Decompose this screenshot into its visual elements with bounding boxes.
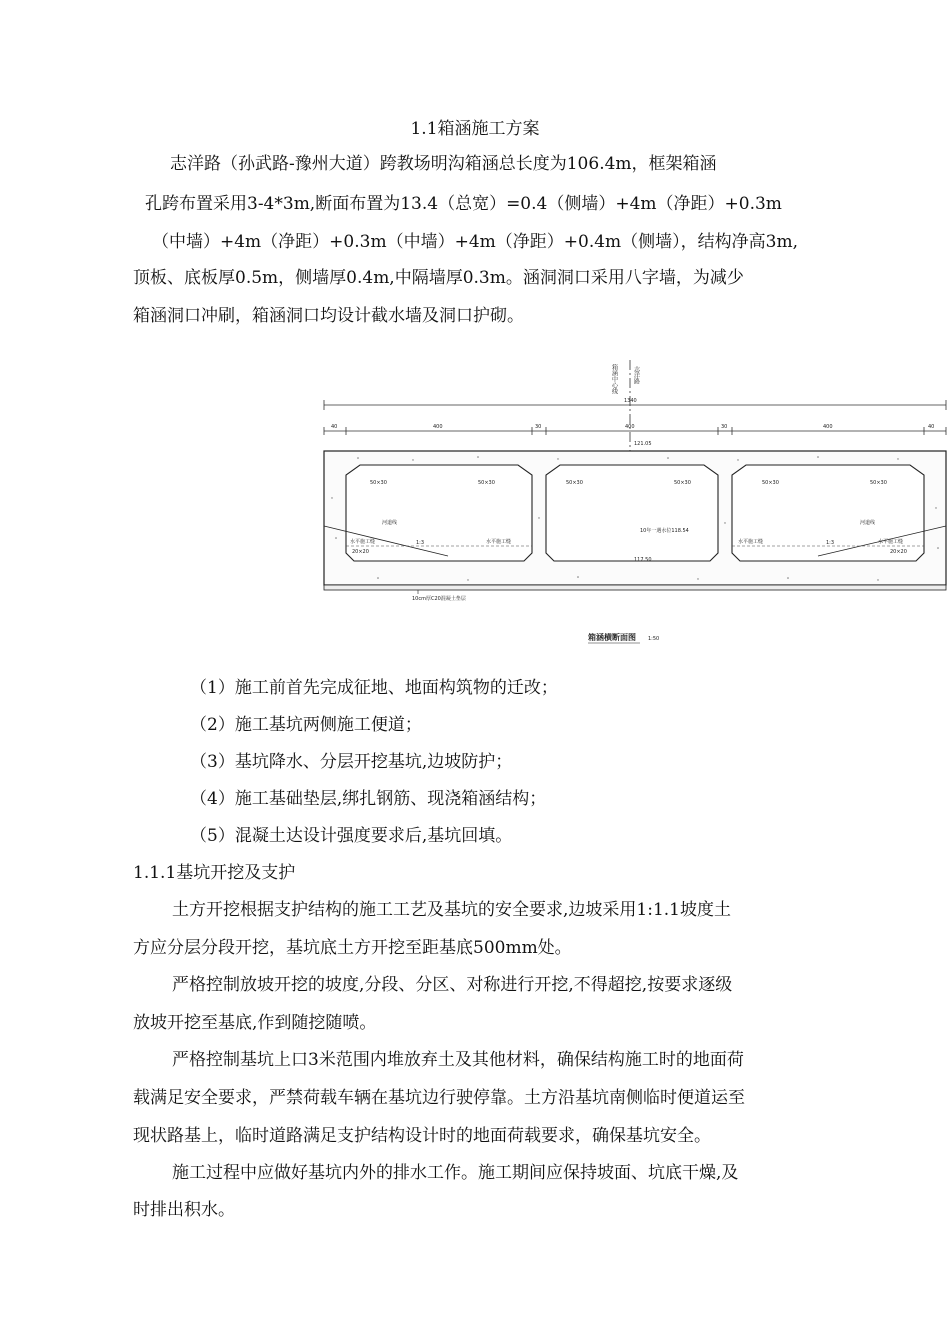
chamfer-label-6: 50×30 <box>870 480 887 486</box>
chamfer-label-4: 50×30 <box>674 480 691 486</box>
body-line-8: 施工过程中应做好基坑内外的排水工作。施工期间应保持坡面、坑底干燥,及 <box>172 1163 739 1183</box>
dim-span-right: 400 <box>823 424 833 430</box>
intro-line-5: 箱涵洞口冲刷，箱涵洞口均设计截水墙及洞口护砌。 <box>133 306 524 326</box>
body-line-9: 时排出积水。 <box>133 1200 235 1220</box>
total-width-label: 1340 <box>624 398 637 404</box>
chamfer-label-3: 50×30 <box>566 480 583 486</box>
joint-label-3: 水平施工缝 <box>738 539 764 545</box>
riverbed-label-right: 河道线 <box>860 520 876 526</box>
step-4: （4）施工基础垫层,绑扎钢筋、现浇箱涵结构； <box>190 789 547 809</box>
cushion-label: 10cm厚C20混凝土垫层 <box>412 596 466 602</box>
dim-side-wall-right: 40 <box>928 424 935 430</box>
intro-line-2: 孔跨布置采用3-4*3m,断面布置为13.4（总宽）=0.4（侧墙）+4m（净距）+0.3m <box>145 194 782 214</box>
chamfer-label-2: 50×30 <box>478 480 495 486</box>
figure-scale: 1:50 <box>648 636 660 642</box>
riverbed-label-left: 河道线 <box>382 520 398 526</box>
joint-label-2: 水平施工缝 <box>486 539 512 545</box>
cushion-layer <box>324 585 946 590</box>
dim-mid-wall-left: 30 <box>535 424 542 430</box>
body-line-4: 放坡开挖至基底,作到随挖随喷。 <box>133 1013 377 1033</box>
intro-line-1: 志洋路（孙武路-豫州大道）跨教场明沟箱涵总长度为106.4m，框架箱涵 <box>170 154 717 174</box>
cross-section-drawing <box>318 348 950 648</box>
slope-label-left: 1:3 <box>416 540 425 546</box>
step-5: （5）混凝土达设计强度要求后,基坑回填。 <box>190 826 513 846</box>
water-level-label: 10年一遇水位118.54 <box>640 528 689 534</box>
body-line-6: 载满足安全要求，严禁荷载车辆在基坑边行驶停靠。土方沿基坑南侧临时便道运至 <box>133 1088 745 1108</box>
step-3: （3）基坑降水、分层开挖基坑,边坡防护； <box>190 752 513 772</box>
intro-line-3: （中墙）+4m（净距）+0.3m（中墙）+4m（净距）+0.4m（侧墙），结构净高3m, <box>152 232 798 252</box>
body-line-5: 严格控制基坑上口3米范围内堆放弃土及其他材料，确保结构施工时的地面荷 <box>172 1050 744 1070</box>
joint-label-1: 水平施工缝 <box>350 539 376 545</box>
centerline-label: 箱涵中心线 <box>610 364 618 394</box>
body-line-7: 现状路基上，临时道路满足支护结构设计时的地面荷载要求，确保基坑安全。 <box>133 1126 711 1146</box>
intro-line-4: 顶板、底板厚0.5m，侧墙厚0.4m,中隔墙厚0.3m。涵洞洞口采用八字墙，为减少 <box>133 268 744 288</box>
section-title: 1.1箱涵施工方案 <box>410 119 540 139</box>
step-2: （2）施工基坑两侧施工便道； <box>190 715 422 735</box>
subsection-heading: 1.1.1基坑开挖及支护 <box>133 863 296 883</box>
step-1: （1）施工前首先完成征地、地面构筑物的迁改； <box>190 678 558 698</box>
dim-side-wall-left: 40 <box>331 424 338 430</box>
slope-label-right: 1:3 <box>826 540 835 546</box>
cell-right <box>732 465 924 561</box>
road-label: 志洋路 <box>632 366 640 384</box>
bottom-elevation: 117.50 <box>634 557 652 563</box>
culvert-cross-section-figure <box>318 348 950 648</box>
body-line-2: 方应分层分段开挖，基坑底土方开挖至距基底500mm处。 <box>133 938 572 958</box>
bottom-chamfer-label-left: 20×20 <box>352 549 369 555</box>
chamfer-label-5: 50×30 <box>762 480 779 486</box>
dim-mid-wall-right: 30 <box>721 424 728 430</box>
top-elevation: 121.05 <box>634 441 652 447</box>
joint-label-4: 水平施工缝 <box>878 539 904 545</box>
dim-span-left: 400 <box>433 424 443 430</box>
figure-caption: 箱涵横断面图 <box>588 633 636 642</box>
bottom-chamfer-label-right: 20×20 <box>890 549 907 555</box>
body-line-3: 严格控制放坡开挖的坡度,分段、分区、对称进行开挖,不得超挖,按要求逐级 <box>172 975 733 995</box>
dim-span-center: 400 <box>625 424 635 430</box>
chamfer-label-1: 50×30 <box>370 480 387 486</box>
body-line-1: 土方开挖根据支护结构的施工工艺及基坑的安全要求,边坡采用1:1.1坡度土 <box>172 900 731 920</box>
